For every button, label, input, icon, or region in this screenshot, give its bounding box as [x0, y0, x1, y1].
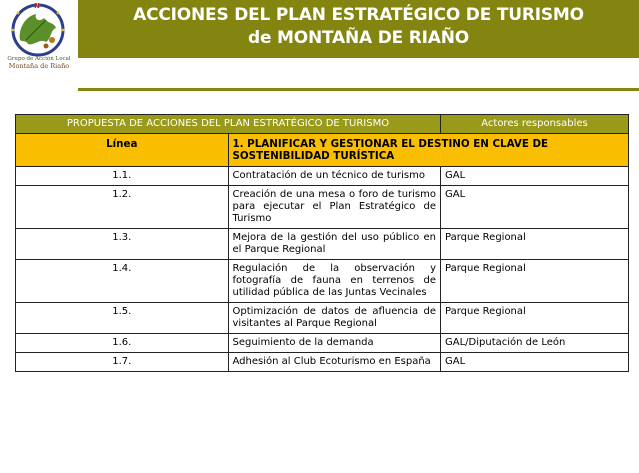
action-actor: Parque Regional: [441, 229, 629, 260]
page-title-line1: ACCIONES DEL PLAN ESTRATÉGICO DE TURISMO: [133, 5, 584, 25]
action-actor: Parque Regional: [441, 260, 629, 303]
table-row: [16, 303, 629, 334]
action-number: 1.5.: [16, 303, 229, 334]
table-row: [16, 186, 629, 229]
table-row: [16, 229, 629, 260]
action-number: 1.1.: [16, 167, 229, 186]
action-actor: GAL: [441, 353, 629, 372]
action-actor: GAL: [441, 167, 629, 186]
action-text: Adhesión al Club Ecoturismo en España: [228, 353, 441, 372]
action-number: 1.7.: [16, 353, 229, 372]
action-number: 1.2.: [16, 186, 229, 229]
page-title-line2: de MONTAÑA DE RIAÑO: [247, 28, 470, 48]
action-actor: GAL/Diputación de León: [441, 334, 629, 353]
logo-caption-line1: Grupo de Acción Local: [7, 56, 71, 62]
section-title: 1. PLANIFICAR Y GESTIONAR EL DESTINO EN CLAVE DE SOSTENIBILIDAD TURÍSTICA: [228, 134, 629, 167]
table-header-row: [16, 115, 629, 134]
action-number: 1.6.: [16, 334, 229, 353]
action-text: Mejora de la gestión del uso público en el Parque Regional: [228, 229, 441, 260]
section-label: Línea: [16, 134, 229, 167]
action-text: Optimización de datos de afluencia de visitantes al Parque Regional: [228, 303, 441, 334]
action-number: 1.4.: [16, 260, 229, 303]
action-actor: Parque Regional: [441, 303, 629, 334]
table-row: [16, 353, 629, 372]
gal-logo: [0, 0, 78, 84]
oak-leaf-logo-icon: [0, 0, 78, 60]
table-row: [16, 334, 629, 353]
header-divider: [78, 88, 639, 91]
logo-caption-line2: Montaña de Riaño: [8, 62, 70, 70]
table-header-proposal: PROPUESTA DE ACCIONES DEL PLAN ESTRATÉGICO DE TURISMO: [16, 115, 441, 134]
table-header-actors: Actores responsables: [441, 115, 629, 134]
logo-caption: [1, 56, 77, 70]
action-text: Contratación de un técnico de turismo: [228, 167, 441, 186]
section-row: [16, 134, 629, 167]
action-actor: GAL: [441, 186, 629, 229]
table-row: [16, 167, 629, 186]
action-text: Regulación de la observación y fotografía de fauna en terrenos de utilidad pública de las Juntas Vecinales: [228, 260, 441, 303]
logo-letter: N: [34, 2, 40, 10]
actions-table: [15, 114, 629, 372]
action-text: Seguimiento de la demanda: [228, 334, 441, 353]
action-number: 1.3.: [16, 229, 229, 260]
table-row: [16, 260, 629, 303]
page-title: [78, 4, 639, 50]
action-text: Creación de una mesa o foro de turismo para ejecutar el Plan Estratégico de Turismo: [228, 186, 441, 229]
